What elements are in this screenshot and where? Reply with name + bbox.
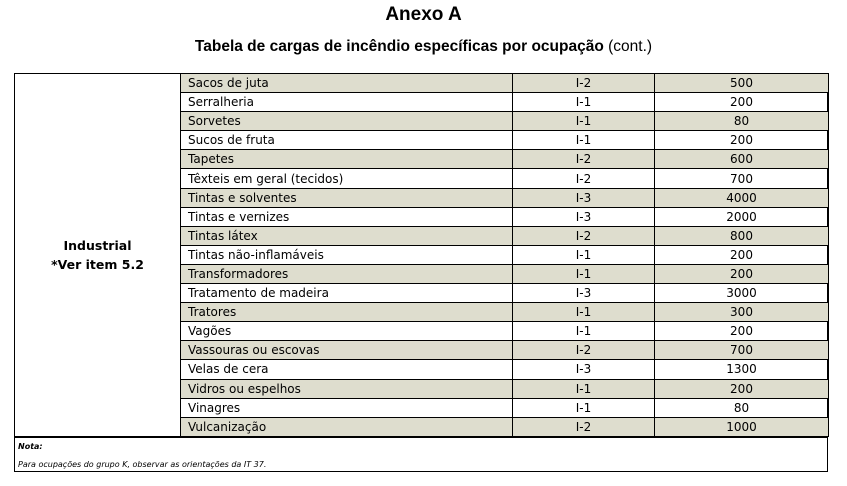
fire-load-value-cell: 2000 xyxy=(655,207,829,226)
division-code-cell: I-1 xyxy=(513,131,655,150)
note-text: Para ocupações do grupo K, observar as orientações da IT 37. xyxy=(18,460,267,469)
fire-load-table xyxy=(14,73,829,437)
division-code-cell: I-1 xyxy=(513,264,655,283)
occupation-name-cell: Transformadores xyxy=(181,264,513,283)
fire-load-value-cell: 200 xyxy=(655,93,829,112)
occupation-name-cell: Vassouras ou escovas xyxy=(181,341,513,360)
occupation-name-cell: Tintas e solventes xyxy=(181,188,513,207)
occupation-name-cell: Tintas e vernizes xyxy=(181,207,513,226)
subtitle-main: Tabela de cargas de incêndio específicas por ocupação xyxy=(194,38,604,55)
note-label: Nota: xyxy=(18,442,43,451)
fire-load-value-cell: 1000 xyxy=(655,417,829,436)
division-code-cell: I-2 xyxy=(513,150,655,169)
division-code-cell: I-1 xyxy=(513,398,655,417)
fire-load-value-cell: 4000 xyxy=(655,188,829,207)
fire-load-value-cell: 80 xyxy=(655,398,829,417)
occupation-group-cell xyxy=(15,74,181,437)
occupation-name-cell: Velas de cera xyxy=(181,360,513,379)
fire-load-value-cell: 700 xyxy=(655,341,829,360)
division-code-cell: I-2 xyxy=(513,417,655,436)
fire-load-value-cell: 800 xyxy=(655,226,829,245)
fire-load-value-cell: 600 xyxy=(655,150,829,169)
fire-load-value-cell: 200 xyxy=(655,245,829,264)
occupation-name-cell: Vulcanização xyxy=(181,417,513,436)
fire-load-value-cell: 1300 xyxy=(655,360,829,379)
fire-load-value-cell: 500 xyxy=(655,74,829,93)
fire-load-value-cell: 300 xyxy=(655,303,829,322)
fire-load-value-cell: 3000 xyxy=(655,284,829,303)
occupation-name-cell: Vinagres xyxy=(181,398,513,417)
division-code-cell: I-1 xyxy=(513,322,655,341)
group-name: Industrial xyxy=(63,237,132,253)
occupation-name-cell: Tratores xyxy=(181,303,513,322)
fire-load-value-cell: 200 xyxy=(655,264,829,283)
table-subtitle xyxy=(0,37,847,57)
division-code-cell: I-1 xyxy=(513,93,655,112)
division-code-cell: I-3 xyxy=(513,188,655,207)
occupation-name-cell: Sucos de fruta xyxy=(181,131,513,150)
annex-title: Anexo A xyxy=(385,4,462,25)
table-row xyxy=(15,74,829,93)
division-code-cell: I-3 xyxy=(513,284,655,303)
division-code-cell: I-2 xyxy=(513,74,655,93)
fire-load-value-cell: 700 xyxy=(655,169,829,188)
group-reference: *Ver item 5.2 xyxy=(51,256,144,272)
table-body xyxy=(15,74,829,437)
division-code-cell: I-3 xyxy=(513,207,655,226)
fire-load-value-cell: 80 xyxy=(655,112,829,131)
occupation-name-cell: Sorvetes xyxy=(181,112,513,131)
occupation-name-cell: Sacos de juta xyxy=(181,74,513,93)
occupation-name-cell: Vidros ou espelhos xyxy=(181,379,513,398)
division-code-cell: I-1 xyxy=(513,303,655,322)
division-code-cell: I-3 xyxy=(513,360,655,379)
occupation-name-cell: Têxteis em geral (tecidos) xyxy=(181,169,513,188)
division-code-cell: I-2 xyxy=(513,341,655,360)
occupation-name-cell: Serralheria xyxy=(181,93,513,112)
division-code-cell: I-2 xyxy=(513,226,655,245)
division-code-cell: I-2 xyxy=(513,169,655,188)
occupation-name-cell: Vagões xyxy=(181,322,513,341)
occupation-name-cell: Tratamento de madeira xyxy=(181,284,513,303)
division-code-cell: I-1 xyxy=(513,245,655,264)
fire-load-value-cell: 200 xyxy=(655,131,829,150)
division-code-cell: I-1 xyxy=(513,379,655,398)
note-box xyxy=(14,437,828,472)
division-code-cell: I-1 xyxy=(513,112,655,131)
occupation-name-cell: Tintas não-inflamáveis xyxy=(181,245,513,264)
occupation-name-cell: Tapetes xyxy=(181,150,513,169)
fire-load-value-cell: 200 xyxy=(655,322,829,341)
fire-load-value-cell: 200 xyxy=(655,379,829,398)
occupation-name-cell: Tintas látex xyxy=(181,226,513,245)
subtitle-suffix: (cont.) xyxy=(608,38,653,55)
